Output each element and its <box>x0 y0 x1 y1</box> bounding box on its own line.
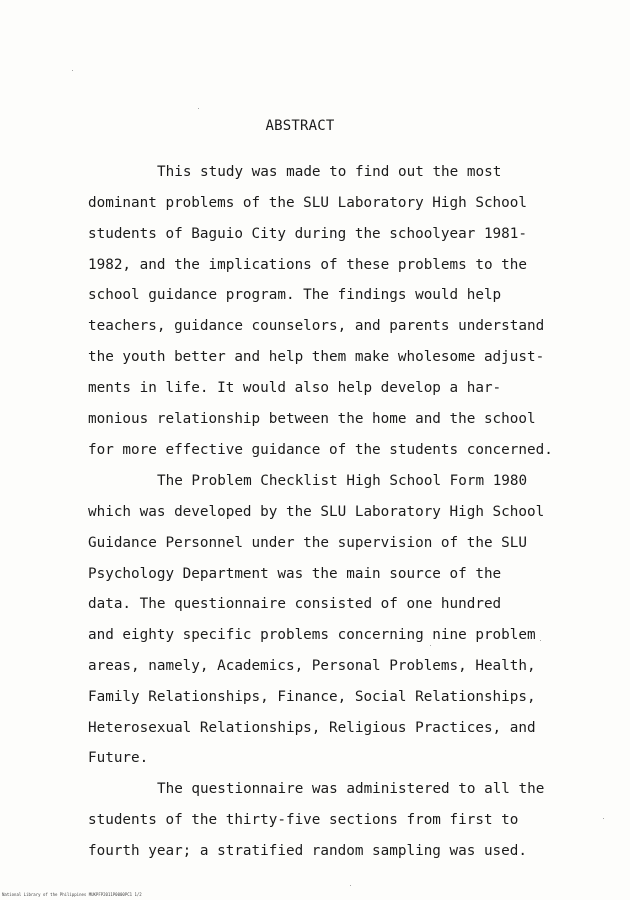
text-line: Future. <box>88 750 149 766</box>
scan-speck <box>540 640 541 641</box>
text-line: students of Baguio City during the schoolyear 1981- <box>88 226 527 242</box>
text-line: students of the thirty-five sections from first to <box>88 812 519 828</box>
text-line: Heterosexual Relationships, Religious Practices, and <box>88 720 536 736</box>
text-line: fourth year; a stratified random sampling was used. <box>88 843 527 859</box>
text-line: school guidance program. The findings would help <box>88 287 502 303</box>
text-line: teachers, guidance counselors, and parents understand <box>88 318 545 334</box>
text-line: for more effective guidance of the students concerned. <box>88 442 553 458</box>
scan-speck <box>430 645 431 646</box>
text-line: Psychology Department was the main source of the <box>88 566 502 582</box>
scan-speck <box>350 885 351 886</box>
text-line: data. The questionnaire consisted of one hundred <box>88 596 502 612</box>
scan-speck <box>198 108 199 109</box>
text-line: dominant problems of the SLU Laboratory High School <box>88 195 527 211</box>
text-line: 1982, and the implications of these problems to the <box>88 257 527 273</box>
text-line: and eighty specific problems concerning nine problem <box>88 627 536 643</box>
text-line: The Problem Checklist High School Form 1980 <box>157 473 528 489</box>
text-line: This study was made to find out the most <box>157 164 502 180</box>
text-line: areas, namely, Academics, Personal Problems, Health, <box>88 658 536 674</box>
text-line: ments in life. It would also help develop a har- <box>88 380 502 396</box>
scan-footer: National Library of the Philippines MUKPFP2011P0000PC1 1/2 <box>2 892 142 897</box>
text-line: which was developed by the SLU Laboratory High School <box>88 504 545 520</box>
text-line: the youth better and help them make wholesome adjust- <box>88 349 545 365</box>
text-line: Guidance Personnel under the supervision of the SLU <box>88 535 527 551</box>
text-line: monious relationship between the home and the school <box>88 411 536 427</box>
scan-speck <box>72 70 73 71</box>
scan-speck <box>603 818 604 819</box>
text-line: Family Relationships, Finance, Social Relationships, <box>88 689 536 705</box>
text-line: The questionnaire was administered to all the <box>157 781 545 797</box>
page-title: ABSTRACT <box>265 118 335 134</box>
